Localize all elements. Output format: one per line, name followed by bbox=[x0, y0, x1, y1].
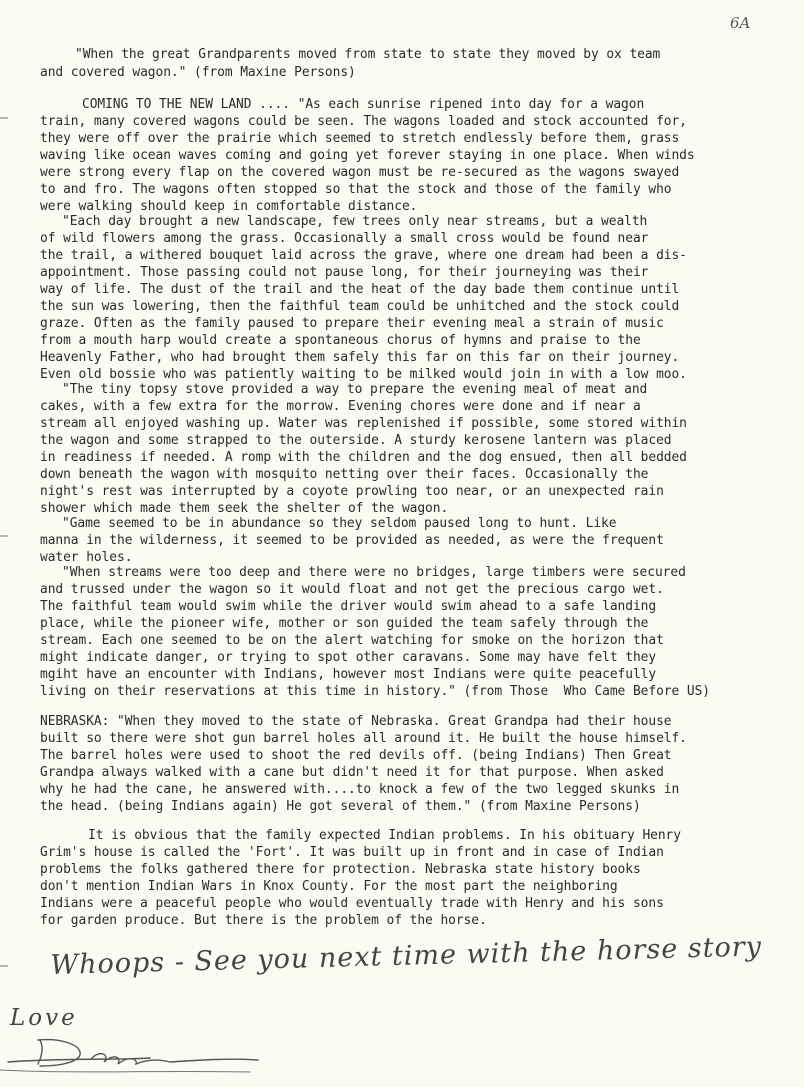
text-line: cakes, with a few extra for the morrow. Evening chores were done and if near a bbox=[40, 399, 641, 414]
signature-mark bbox=[0, 1010, 300, 1080]
text-line: living on their reservations at this time in history." (from Those Who Came Before US) bbox=[40, 684, 710, 699]
text-line: The barrel holes were used to shoot the red devils off. (being Indians) Then Great bbox=[40, 748, 672, 763]
text-line: the head. (being Indians again) He got several of them." (from Maxine Persons) bbox=[40, 799, 641, 814]
text-line: they were off over the prairie which seemed to stretch endlessly before them, grass bbox=[40, 131, 680, 146]
text-line: and covered wagon." (from Maxine Persons) bbox=[40, 65, 356, 80]
margin-mark bbox=[0, 965, 8, 967]
text-line: place, while the pioneer wife, mother or son guided the team safely through the bbox=[40, 616, 649, 631]
text-line: Indians were a peaceful people who would eventually trade with Henry and his sons bbox=[40, 896, 664, 911]
text-line: don't mention Indian Wars in Knox County. For the most part the neighboring bbox=[40, 879, 618, 894]
text-line: stream. Each one seemed to be on the alert watching for smoke on the horizon that bbox=[40, 633, 664, 648]
text-line: night's rest was interrupted by a coyote prowling too near, or an unexpected rain bbox=[40, 484, 664, 499]
text-line: stream all enjoyed washing up. Water was replenished if possible, some stored within bbox=[40, 416, 687, 431]
text-line: why he had the cane, he answered with....to knock a few of the two legged skunks in bbox=[40, 782, 680, 797]
text-line: in readiness if needed. A romp with the children and the dog ensued, then all bedded bbox=[40, 450, 687, 465]
text-line: to and fro. The wagons often stopped so that the stock and those of the family who bbox=[40, 182, 672, 197]
text-line: problems the folks gathered there for protection. Nebraska state history books bbox=[40, 862, 641, 877]
text-line: waving like ocean waves coming and going yet forever staying in one place. When winds bbox=[40, 148, 695, 163]
text-line: from a mouth harp would create a spontaneous chorus of hymns and praise to the bbox=[40, 333, 641, 348]
text-line: mgiht have an encounter with Indians, however most Indians were quite peacefully bbox=[40, 667, 657, 682]
text-line: might indicate danger, or trying to spot other caravans. Some may have felt they bbox=[40, 650, 657, 665]
margin-mark bbox=[0, 117, 8, 119]
text-line: NEBRASKA: "When they moved to the state of Nebraska. Great Grandpa had their house bbox=[40, 714, 672, 729]
margin-mark bbox=[0, 535, 8, 537]
text-line: train, many covered wagons could be seen. The wagons loaded and stock accounted for, bbox=[40, 114, 687, 129]
text-line: manna in the wilderness, it seemed to be provided as needed, as were the frequent bbox=[40, 533, 664, 548]
text-line: "When the great Grandparents moved from state to state they moved by ox team bbox=[75, 47, 661, 62]
text-line: The faithful team would swim while the driver would swim ahead to a safe landing bbox=[40, 599, 657, 614]
text-line: were strong every flap on the covered wagon must be re-secured as the wagons swayed bbox=[40, 165, 680, 180]
text-line: way of life. The dust of the trail and the heat of the day bade them continue until bbox=[40, 282, 680, 297]
handwritten-closing: Love bbox=[10, 1005, 78, 1031]
text-line: of wild flowers among the grass. Occasionally a small cross would be found near bbox=[40, 231, 649, 246]
text-line: appointment. Those passing could not pause long, for their journeying was their bbox=[40, 265, 649, 280]
text-line: and trussed under the wagon so it would float and not get the precious cargo wet. bbox=[40, 582, 664, 597]
text-line: It is obvious that the family expected Indian problems. In his obituary Henry bbox=[88, 828, 681, 843]
text-line: "The tiny topsy stove provided a way to prepare the evening meal of meat and bbox=[62, 382, 648, 397]
text-line: Grim's house is called the 'Fort'. It was built up in front and in case of Indian bbox=[40, 845, 664, 860]
text-line: Even old bossie who was patiently waiting to be milked would join in with a low moo. bbox=[40, 367, 687, 382]
page-number: 6A bbox=[730, 14, 751, 32]
text-line: were walking should keep in comfortable distance. bbox=[40, 199, 418, 214]
text-line: Grandpa always walked with a cane but didn't need it for that purpose. When asked bbox=[40, 765, 664, 780]
text-line: "Game seemed to be in abundance so they seldom paused long to hunt. Like bbox=[62, 516, 617, 531]
text-line: Heavenly Father, who had brought them safely this far on this far on their journey. bbox=[40, 350, 680, 365]
text-line: COMING TO THE NEW LAND .... "As each sunrise ripened into day for a wagon bbox=[82, 97, 645, 112]
text-line: for garden produce. But there is the problem of the horse. bbox=[40, 913, 487, 928]
text-line: "Each day brought a new landscape, few trees only near streams, but a wealth bbox=[62, 214, 648, 229]
text-line: the trail, a withered bouquet laid across the grave, where one dream had been a dis- bbox=[40, 248, 687, 263]
text-line: shower which made them seek the shelter of the wagon. bbox=[40, 501, 449, 516]
text-line: built so there were shot gun barrel holes all around it. He built the house himself. bbox=[40, 731, 687, 746]
text-line: "When streams were too deep and there were no bridges, large timbers were secured bbox=[62, 565, 686, 580]
text-line: the wagon and some strapped to the outerside. A sturdy kerosene lantern was placed bbox=[40, 433, 672, 448]
text-line: water holes. bbox=[40, 550, 133, 565]
text-line: the sun was lowering, then the faithful team could be unhitched and the stock could bbox=[40, 299, 680, 314]
handwritten-note: Whoops - See you next time with the horse story bbox=[50, 931, 763, 981]
text-line: down beneath the wagon with mosquito netting over their faces. Occasionally the bbox=[40, 467, 649, 482]
text-line: graze. Often as the family paused to prepare their evening meal a strain of music bbox=[40, 316, 664, 331]
